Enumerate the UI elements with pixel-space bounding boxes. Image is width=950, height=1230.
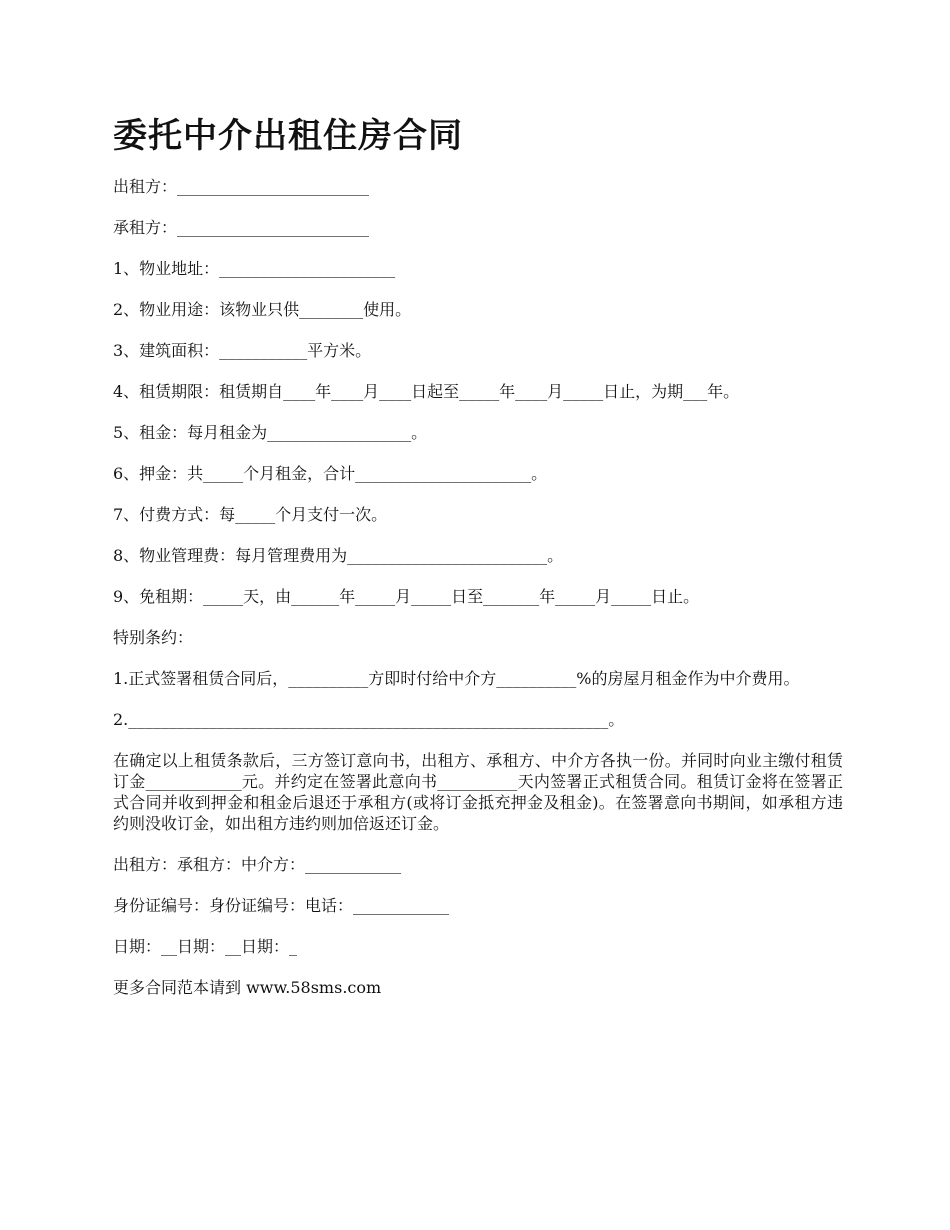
footer-note: 更多合同范本请到 www.58sms.com [113, 978, 382, 997]
property-use-line: 2、物业用途：该物业只供________使用。 [113, 300, 412, 319]
management-fee-line: 8、物业管理费：每月管理费用为_________________________。 [113, 546, 564, 565]
special-term-2: 2.____________________________________________________________。 [113, 710, 625, 729]
rent-free-period-line: 9、免租期：_____天，由______年_____月_____日至_______年_____月_____日止。 [113, 587, 700, 606]
lease-term-line: 4、租赁期限：租赁期自____年____月____日起至_____年____月_____日止，为期___年。 [113, 382, 740, 401]
special-terms-heading: 特别条约： [113, 628, 194, 647]
rent-line: 5、租金：每月租金为__________________。 [113, 423, 428, 442]
building-area-line: 3、建筑面积：___________平方米。 [113, 341, 372, 360]
lessee-line: 承租方：________________________ [113, 218, 370, 237]
date-line: 日期：__日期：__日期：_ [113, 937, 298, 956]
lessor-line: 出租方：________________________ [113, 177, 370, 196]
signature-line: 出租方：承租方：中介方：____________ [113, 855, 402, 874]
agreement-paragraph: 在确定以上租赁条款后，三方签订意向书，出租方、承租方、中介方各执一份。并同时向业主缴付租赁订金____________元。并约定在签署此意向书__________天内签署正式租赁合同。租赁订金将在签署正式合同并收到押金和租金后退还于承租方(或将订金抵充押金及租金)。在签署意向书期间，如承租方违约则没收订金，如出租方违约则加倍返还订金。 [113, 751, 843, 833]
deposit-line: 6、押金：共_____个月租金，合计______________________。 [113, 464, 548, 483]
payment-method-line: 7、付费方式：每_____个月支付一次。 [113, 505, 388, 524]
document-page [113, 112, 843, 998]
document-title: 委托中介出租住房合同 [113, 116, 463, 156]
special-term-1: 1.正式签署租赁合同后，__________方即时付给中介方__________%的房屋月租金作为中介费用。 [113, 669, 800, 688]
id-number-line: 身份证编号：身份证编号：电话：____________ [113, 896, 450, 915]
property-address-line: 1、物业地址：______________________ [113, 259, 396, 278]
